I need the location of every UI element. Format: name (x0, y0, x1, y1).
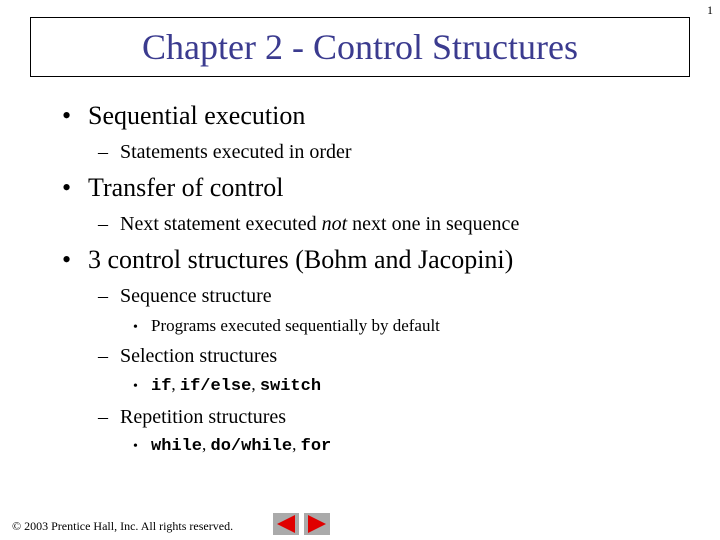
sub-bullet-selection-structures (98, 345, 277, 368)
sub-bullet-text-end: next one in sequence (347, 213, 520, 235)
sub-sub-bullet-text: Programs executed sequentially by default (151, 316, 440, 335)
next-slide-button[interactable] (304, 513, 330, 535)
sub-sub-bullet-programs-sequential (133, 316, 440, 336)
bullet-marker: • (133, 439, 138, 454)
sub-bullet-sequence-structure (98, 285, 272, 308)
dash-marker: – (98, 213, 108, 235)
sub-bullet-repetition-structures (98, 406, 286, 429)
bullet-marker: • (62, 245, 72, 274)
sub-sub-bullet-repetition-keywords (133, 435, 331, 456)
right-triangle-icon (304, 513, 330, 535)
previous-slide-button[interactable] (273, 513, 299, 535)
separator: , (251, 375, 260, 394)
bullet-marker: • (133, 320, 138, 335)
keyword-while: while (151, 437, 203, 456)
dash-marker: – (98, 345, 108, 367)
sub-bullet-text: Sequence structure (120, 285, 272, 307)
bullet-text: Transfer of control (88, 173, 284, 202)
sub-bullet-text: Repetition structures (120, 406, 287, 428)
keyword-do-while: do/while (210, 437, 293, 456)
sub-bullet-text: Selection structures (120, 345, 278, 367)
title-box (30, 17, 690, 77)
page-number: 1 (707, 3, 713, 17)
keyword-switch: switch (259, 377, 322, 396)
separator: , (171, 375, 180, 394)
dash-marker: – (98, 141, 108, 163)
bullet-sequential-execution (62, 101, 305, 131)
keyword-for: for (300, 437, 332, 456)
keyword-if-else: if/else (179, 377, 252, 396)
bullet-marker: • (62, 173, 72, 202)
bullet-text: Sequential execution (88, 101, 306, 130)
bullet-marker: • (133, 379, 138, 394)
sub-bullet-text: Statements executed in order (120, 141, 352, 163)
bullet-marker: • (62, 101, 72, 130)
sub-bullet-statements-in-order (98, 141, 352, 164)
sub-bullet-next-statement (98, 213, 519, 236)
keyword-if: if (151, 377, 172, 396)
bullet-transfer-of-control (62, 173, 283, 203)
dash-marker: – (98, 406, 108, 428)
dash-marker: – (98, 285, 108, 307)
separator: , (202, 435, 211, 454)
slide-title: Chapter 2 - Control Structures (142, 27, 578, 67)
sub-bullet-text-start: Next statement executed (120, 213, 322, 235)
left-triangle-icon (273, 513, 299, 535)
bullet-text: 3 control structures (Bohm and Jacopini) (88, 245, 514, 274)
sub-sub-bullet-selection-keywords (133, 375, 321, 396)
separator: , (292, 435, 301, 454)
copyright-footer: © 2003 Prentice Hall, Inc. All rights reserved. (12, 519, 234, 533)
bullet-3-control-structures (62, 245, 513, 275)
emphasis-not: not (321, 213, 348, 235)
